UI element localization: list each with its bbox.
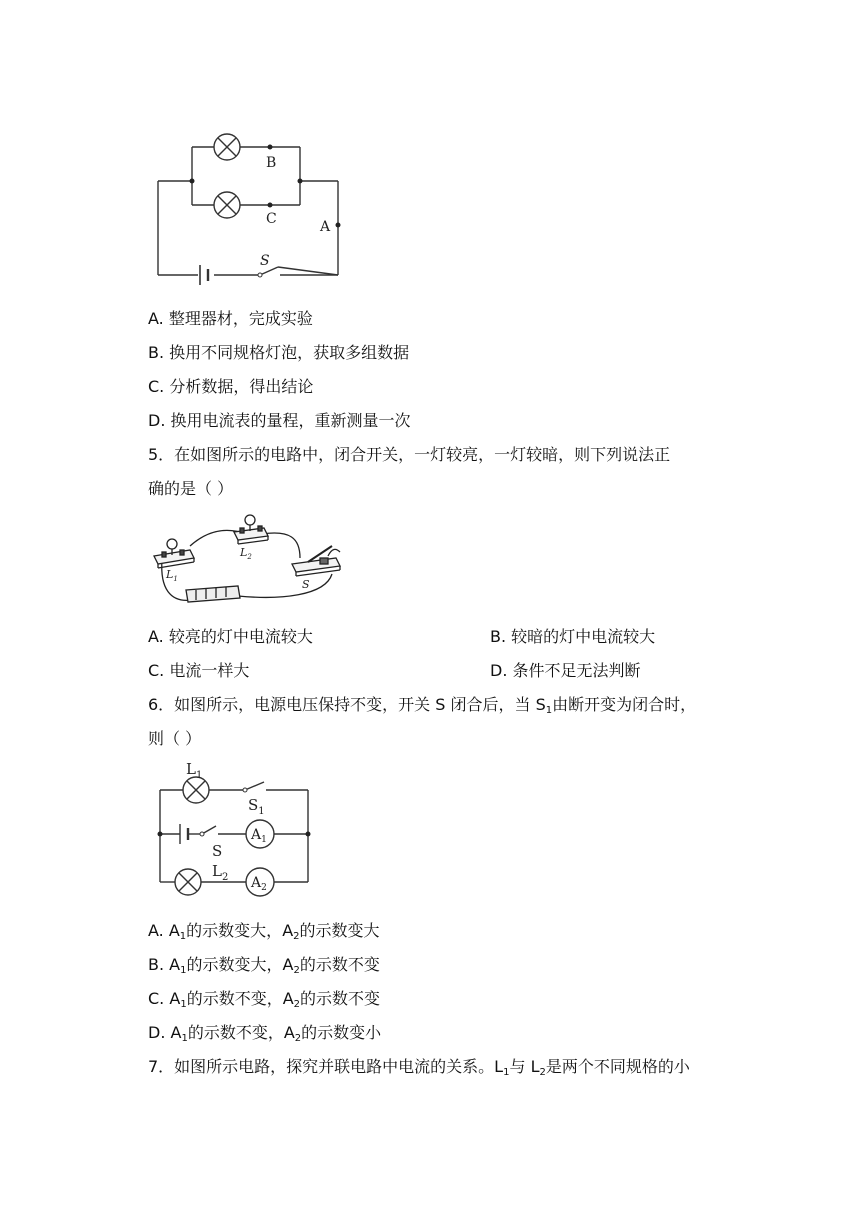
option-text: 的示数变小 [301,1023,382,1042]
option-letter: D. [148,1023,166,1042]
option-text: 较暗的灯中电流较大 [511,627,656,646]
subscript: 1 [503,1067,510,1078]
option-letter: C. [148,989,165,1008]
q5-physical-circuit-figure [150,508,350,616]
subscript: 1 [180,965,187,976]
option-text: 的示数变大， [186,955,283,974]
q6-option-a[interactable] [148,920,380,942]
a2-label: $A_2$ [251,875,267,893]
stem-text: 7．如图所示电路，探究并联电路中电流的关系。L [148,1057,504,1076]
l1-label: $L_1$ [186,760,203,781]
s1-label: $S_1$ [248,796,265,817]
ammeter-name: A [170,1023,182,1042]
stem-text: 是两个不同规格的小 [545,1057,690,1076]
option-letter: D. [490,661,508,680]
q4-option-c[interactable] [148,376,313,398]
option-text: 分析数据，得出结论 [169,377,314,396]
subscript: 2 [293,965,300,976]
ammeter-name: A [282,955,294,974]
l1-label: $L_1$ [166,568,178,583]
option-letter: A. [148,627,164,646]
q5-option-c[interactable] [148,660,249,682]
option-text: 换用电流表的量程，重新测量一次 [170,411,411,430]
subscript: 2 [539,1067,546,1078]
subscript: 1 [181,1033,188,1044]
stem-text: 与 L [509,1057,540,1076]
q6-stem-line1 [148,694,696,716]
subscript: 1 [179,931,187,942]
q4-option-d[interactable] [148,410,411,432]
option-letter: D. [148,411,166,430]
q6-option-d[interactable] [148,1022,381,1044]
stem-text: 由断开变为闭合时， [552,695,697,714]
ammeter-name: A [282,989,294,1008]
subscript: 2 [293,999,301,1010]
q6-circuit-diagram [150,758,320,898]
option-letter: C. [148,377,165,396]
option-letter: C. [148,661,165,680]
q4-option-a[interactable] [148,308,313,330]
q4-option-b[interactable] [148,342,409,364]
subscript: 1 [545,705,553,716]
subscript: 2 [294,1033,302,1044]
option-letter: B. [490,627,507,646]
s-label: S [212,842,223,860]
point-c-label: C [266,211,277,227]
q5-option-a[interactable] [148,626,313,648]
subscript: 1 [180,999,187,1010]
option-letter: B. [148,955,165,974]
ammeter-name: A [283,1023,295,1042]
q5-stem-line1: 5．在如图所示的电路中，闭合开关，一灯较亮，一灯较暗，则下列说法正 [148,445,671,464]
q4-circuit-diagram [150,125,350,285]
ammeter-name: A [168,921,180,940]
q7-stem-line1 [148,1056,690,1078]
q6-option-c[interactable] [148,988,380,1010]
ammeter-name: A [169,955,181,974]
option-text: 条件不足无法判断 [512,661,641,680]
option-text: 的示数不变 [299,955,380,974]
option-text: 换用不同规格灯泡，获取多组数据 [169,343,410,362]
point-b-label: B [266,155,277,171]
l2-label: $L_2$ [240,546,252,561]
l2-label: $L_2$ [212,862,229,883]
ammeter-name: A [282,921,294,940]
option-letter: A. [148,309,164,328]
q5-option-d[interactable] [490,660,641,682]
option-text: 的示数变大， [186,921,283,940]
subscript: 2 [293,931,300,942]
option-text: 电流一样大 [169,661,250,680]
q6-option-b[interactable] [148,954,380,976]
option-text: 的示数不变 [300,989,381,1008]
option-text: 的示数不变， [186,989,283,1008]
option-text: 的示数不变， [187,1023,284,1042]
switch-s-label: S [260,253,270,269]
switch-s-label: S [302,578,310,591]
q5-option-b[interactable] [490,626,655,648]
option-letter: A. [148,921,164,940]
point-a-label: A [320,219,331,235]
a1-label: $A_1$ [251,827,267,845]
ammeter-name: A [169,989,181,1008]
option-text: 整理器材，完成实验 [168,309,313,328]
stem-text: 6．如图所示，电源电压保持不变，开关 S 闭合后，当 S [148,695,546,714]
option-text: 的示数变大 [299,921,380,940]
option-letter: B. [148,343,165,362]
q5-stem-line2: 确的是（ ） [148,479,234,498]
option-text: 较亮的灯中电流较大 [168,627,313,646]
q6-stem-line2: 则（ ） [148,729,202,748]
